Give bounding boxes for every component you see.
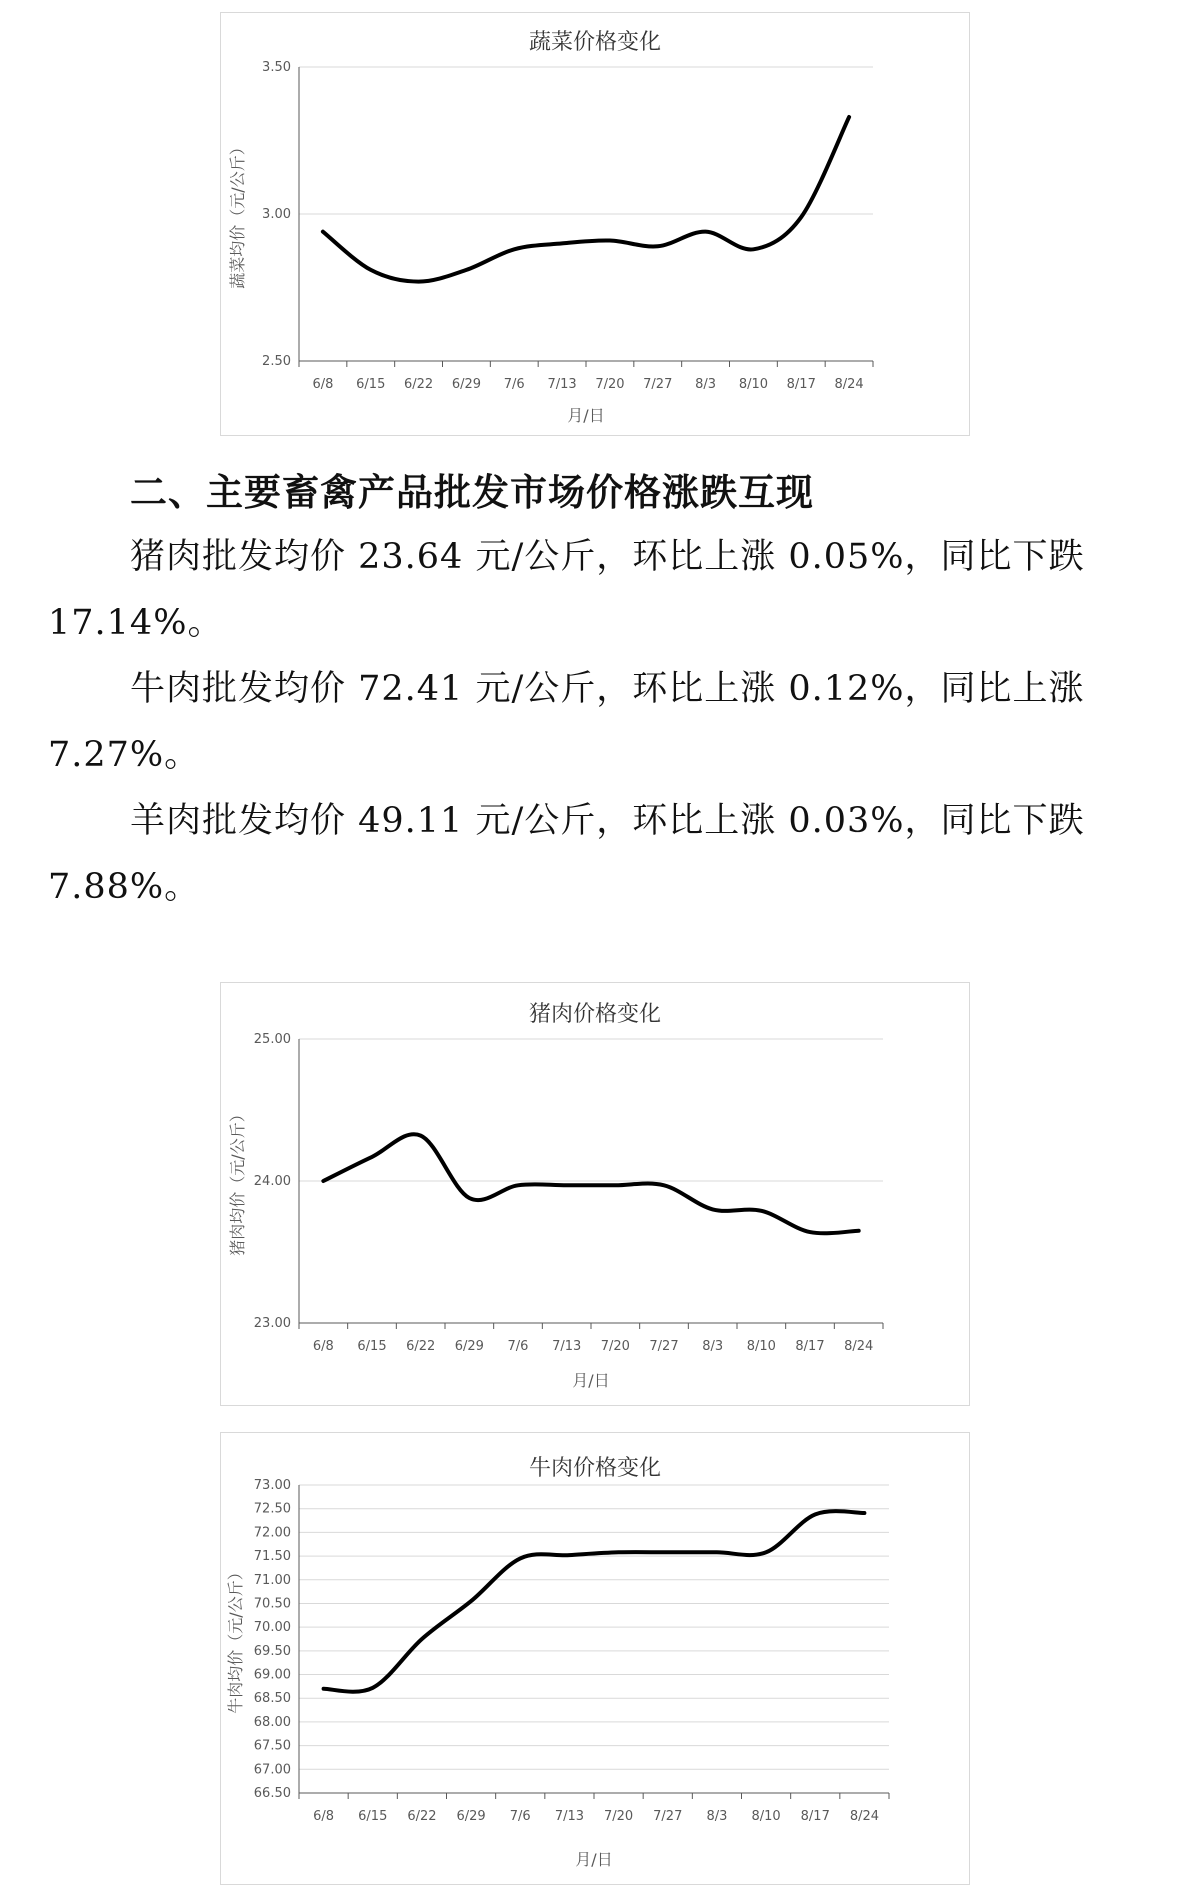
chart-svg	[221, 1433, 969, 1884]
y-tick-label: 69.00	[253, 1667, 291, 1683]
chart-svg	[221, 983, 969, 1405]
x-tick-label: 7/6	[503, 377, 525, 392]
x-tick-label: 7/13	[547, 377, 577, 392]
x-tick-label: 6/22	[403, 377, 434, 392]
y-tick-label: 3.50	[262, 60, 291, 75]
x-tick-label: 7/20	[600, 1339, 630, 1354]
y-tick-label: 67.50	[253, 1738, 291, 1754]
y-tick-label: 68.50	[253, 1691, 291, 1707]
x-tick-label: 8/3	[695, 377, 717, 392]
mutton-price-paragraph: 羊肉批发均价 49.11 元/公斤，环比上涨 0.03%，同比下跌 7.88%。	[48, 801, 1085, 907]
x-tick-label: 7/27	[653, 1809, 683, 1824]
y-tick-label: 71.50	[253, 1549, 291, 1565]
x-tick-label: 6/22	[407, 1809, 437, 1824]
chart-title: 猪肉价格变化	[528, 1002, 662, 1027]
x-tick-label: 8/24	[844, 1339, 874, 1354]
x-axis-label: 月/日	[575, 1850, 613, 1869]
y-axis-label: 蔬菜均价（元/公斤）	[228, 139, 247, 289]
y-tick-label: 69.50	[253, 1643, 291, 1659]
section-heading: 二、主要畜禽产品批发市场价格涨跌互现	[130, 471, 814, 514]
x-tick-label: 6/15	[356, 377, 386, 392]
vegetable-price-chart	[220, 12, 970, 436]
x-tick-label: 7/27	[649, 1339, 679, 1354]
y-tick-label: 66.50	[253, 1786, 291, 1801]
beef-price-paragraph: 牛肉批发均价 72.41 元/公斤，环比上涨 0.12%，同比上涨 7.27%。	[48, 669, 1085, 775]
y-tick-label: 72.50	[253, 1501, 291, 1517]
y-tick-label: 70.50	[253, 1596, 291, 1612]
pork-price-chart	[220, 982, 970, 1406]
x-tick-label: 8/10	[751, 1809, 781, 1824]
series-line	[323, 1134, 858, 1233]
x-tick-label: 6/22	[406, 1339, 436, 1354]
y-tick-label: 71.00	[253, 1572, 291, 1588]
x-tick-label: 6/8	[313, 1809, 335, 1824]
x-tick-label: 8/17	[800, 1809, 830, 1824]
x-tick-label: 8/10	[738, 377, 769, 392]
x-tick-label: 8/24	[849, 1809, 880, 1824]
x-tick-label: 6/15	[358, 1809, 388, 1824]
x-tick-label: 8/3	[706, 1809, 728, 1824]
x-tick-label: 6/29	[451, 377, 482, 392]
series-line	[324, 1511, 865, 1692]
x-tick-label: 8/17	[795, 1339, 825, 1354]
y-tick-label: 67.00	[253, 1762, 291, 1778]
series-line	[323, 117, 849, 282]
x-tick-label: 7/20	[603, 1809, 634, 1824]
x-axis-label: 月/日	[567, 406, 605, 425]
x-tick-label: 8/3	[702, 1339, 724, 1354]
x-tick-label: 8/24	[834, 377, 864, 392]
chart-title: 蔬菜价格变化	[528, 30, 662, 55]
x-tick-label: 7/6	[507, 1339, 529, 1354]
y-tick-label: 73.00	[253, 1478, 291, 1493]
y-tick-label: 24.00	[253, 1174, 291, 1189]
y-axis-label: 牛肉均价（元/公斤）	[226, 1564, 245, 1714]
y-tick-label: 3.00	[262, 207, 291, 222]
y-tick-label: 23.00	[253, 1316, 291, 1331]
y-tick-label: 70.00	[253, 1620, 291, 1636]
y-tick-label: 72.00	[253, 1525, 291, 1541]
x-tick-label: 7/13	[554, 1809, 585, 1824]
y-tick-label: 68.00	[253, 1714, 291, 1730]
x-tick-label: 6/29	[454, 1339, 484, 1354]
x-tick-label: 8/10	[746, 1339, 776, 1354]
y-axis-label: 猪肉均价（元/公斤）	[228, 1106, 247, 1256]
chart-svg	[221, 13, 969, 435]
x-tick-label: 7/6	[509, 1809, 531, 1824]
x-axis-label: 月/日	[572, 1371, 610, 1390]
x-tick-label: 6/8	[312, 1339, 334, 1354]
y-tick-label: 25.00	[253, 1032, 291, 1047]
beef-price-chart	[220, 1432, 970, 1885]
x-tick-label: 7/27	[643, 377, 673, 392]
x-tick-label: 6/15	[357, 1339, 387, 1354]
x-tick-label: 6/29	[456, 1809, 486, 1824]
x-tick-label: 7/13	[552, 1339, 582, 1354]
x-tick-label: 6/8	[312, 377, 334, 392]
pork-price-paragraph: 猪肉批发均价 23.64 元/公斤，环比上涨 0.05%，同比下跌 17.14%。	[48, 537, 1085, 643]
y-tick-label: 2.50	[262, 354, 291, 369]
x-tick-label: 8/17	[786, 377, 816, 392]
x-tick-label: 7/20	[595, 377, 625, 392]
chart-title: 牛肉价格变化	[528, 1456, 662, 1481]
